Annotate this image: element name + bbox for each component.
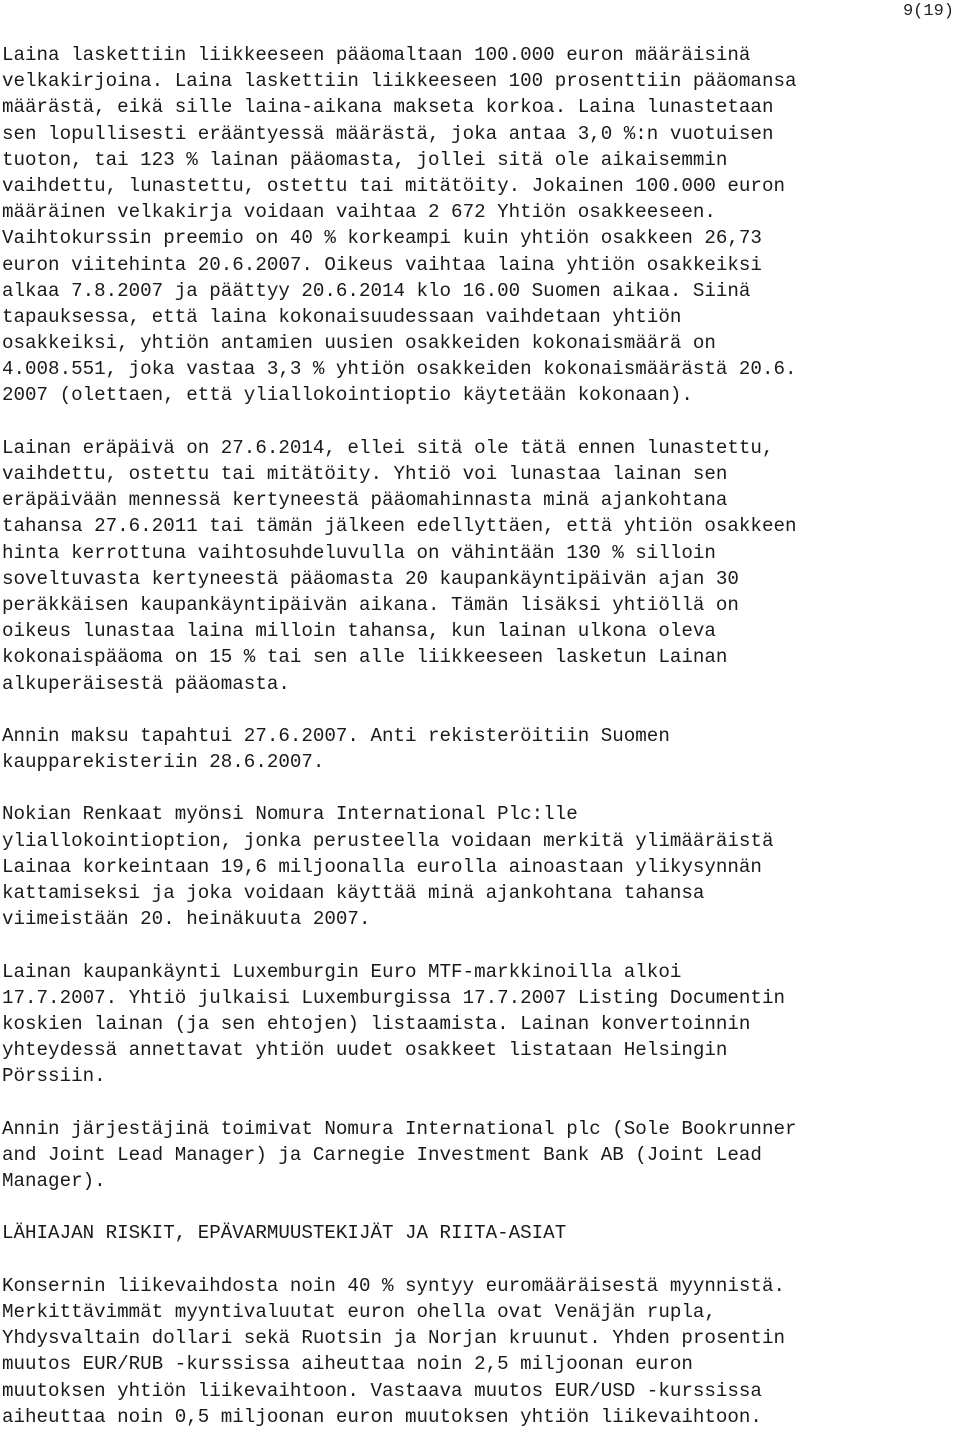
paragraph — [2, 723, 958, 775]
text-line: 17.7.2007. Yhtiö julkaisi Luxemburgissa 17.7.2007 Listing Documentin — [2, 986, 785, 1009]
text-line: LÄHIAJAN RISKIT, EPÄVARMUUSTEKIJÄT JA RIITA-ASIAT — [2, 1222, 567, 1245]
text-line: kattamiseksi ja joka voidaan käyttää minä ajankohtana tahansa — [2, 882, 705, 904]
text-line: Annin järjestäjinä toimivat Nomura International plc (Sole Bookrunner — [2, 1117, 797, 1140]
paragraph — [2, 801, 958, 932]
document-body — [2, 42, 958, 1430]
paragraph — [2, 1116, 958, 1195]
text-line: muutoksen yhtiön liikevaihtoon. Vastaava muutos EUR/USD -kurssissa — [2, 1379, 762, 1402]
text-line: eräpäivään mennessä kertyneestä pääomahinnasta minä ajankohtana — [2, 489, 728, 512]
text-line: Manager). — [2, 1170, 106, 1193]
text-line: alkaa 7.8.2007 ja päättyy 20.6.2014 klo 16.00 Suomen aikaa. Siinä — [2, 279, 751, 302]
text-line: alkuperäisestä pääomasta. — [2, 672, 290, 695]
text-line: and Joint Lead Manager) ja Carnegie Investment Bank AB (Joint Lead — [2, 1143, 762, 1166]
text-line: koskien lainan (ja sen ehtojen) listaamista. Lainan konvertoinnin — [2, 1012, 751, 1035]
text-line: Pörssiin. — [2, 1065, 106, 1088]
text-line: Merkittävimmät myyntivaluutat euron ohella ovat Venäjän rupla, — [2, 1301, 716, 1323]
text-line: tahansa 27.6.2011 tai tämän jälkeen edellyttäen, että yhtiön osakkeen — [2, 515, 797, 538]
text-line: kokonaispääoma on 15 % tai sen alle liikkeeseen lasketun Lainan — [2, 646, 728, 669]
text-line: 2007 (olettaen, että yliallokointioptio käytetään kokonaan). — [2, 384, 693, 407]
text-line: Laina laskettiin liikkeeseen pääomaltaan 100.000 euron määräisinä — [2, 44, 751, 66]
paragraph-spacer — [2, 409, 958, 435]
paragraph — [2, 42, 958, 409]
text-line: euron viitehinta 20.6.2007. Oikeus vaihtaa laina yhtiön osakkeiksi — [2, 253, 762, 276]
text-line: tapauksessa, että laina kokonaisuudessaan vaihdetaan yhtiön — [2, 305, 682, 328]
text-line: hinta kerrottuna vaihtosuhdeluvulla on vähintään 130 % silloin — [2, 541, 716, 564]
text-line: Nokian Renkaat myönsi Nomura International Plc:lle — [2, 803, 578, 826]
text-line: sen lopullisesti erääntyessä määrästä, joka antaa 3,0 %:n vuotuisen — [2, 122, 774, 145]
text-line: Vaihtokurssin preemio on 40 % korkeampi kuin yhtiön osakkeen 26,73 — [2, 227, 762, 250]
text-line: vaihdettu, lunastettu, ostettu tai mitätöity. Jokainen 100.000 euron — [2, 174, 785, 197]
text-line: velkakirjoina. Laina laskettiin liikkeeseen 100 prosenttiin pääomansa — [2, 70, 797, 93]
paragraph-spacer — [2, 1194, 958, 1220]
text-line: soveltuvasta kertyneestä pääomasta 20 kaupankäyntipäivän ajan 30 — [2, 567, 739, 590]
paragraph-spacer — [2, 1247, 958, 1273]
text-line: oikeus lunastaa laina milloin tahansa, kun lainan ulkona oleva — [2, 620, 716, 643]
paragraph — [2, 959, 958, 1090]
text-line: 4.008.551, joka vastaa 3,3 % yhtiön osakkeiden kokonaismäärästä 20.6. — [2, 358, 797, 381]
text-line: osakkeiksi, yhtiön antamien uusien osakkeiden kokonaismäärä on — [2, 332, 716, 355]
text-line: Lainan eräpäivä on 27.6.2014, ellei sitä ole tätä ennen lunastettu, — [2, 436, 774, 459]
paragraph-spacer — [2, 1090, 958, 1116]
text-line: Annin maksu tapahtui 27.6.2007. Anti rekisteröitiin Suomen — [2, 724, 670, 747]
text-line: aiheuttaa noin 0,5 miljoonan euron muutoksen yhtiön liikevaihtoon. — [2, 1405, 762, 1428]
text-line: kaupparekisteriin 28.6.2007. — [2, 751, 325, 774]
section-heading — [2, 1220, 958, 1246]
page-number: 9(19) — [902, 2, 954, 21]
text-line: Yhdysvaltain dollari sekä Ruotsin ja Norjan kruunut. Yhden prosentin — [2, 1327, 785, 1350]
paragraph — [2, 435, 958, 697]
text-line: tuoton, tai 123 % lainan pääomasta, jollei sitä ole aikaisemmin — [2, 148, 728, 171]
paragraph-spacer — [2, 932, 958, 958]
text-line: Konsernin liikevaihdosta noin 40 % syntyy euromääräisestä myynnistä. — [2, 1274, 785, 1297]
text-line: Lainaa korkeintaan 19,6 miljoonalla eurolla ainoastaan ylikysynnän — [2, 855, 762, 878]
text-line: Lainan kaupankäynti Luxemburgin Euro MTF-markkinoilla alkoi — [2, 960, 682, 983]
text-line: muutos EUR/RUB -kurssissa aiheuttaa noin 2,5 miljoonan euron — [2, 1353, 693, 1376]
text-line: määräinen velkakirja voidaan vaihtaa 2 672 Yhtiön osakkeeseen. — [2, 201, 716, 224]
paragraph-spacer — [2, 775, 958, 801]
text-line: viimeistään 20. heinäkuuta 2007. — [2, 908, 371, 931]
text-line: yhteydessä annettavat yhtiön uudet osakkeet listataan Helsingin — [2, 1039, 728, 1062]
paragraph — [2, 1273, 958, 1430]
text-line: peräkkäisen kaupankäyntipäivän aikana. Tämän lisäksi yhtiöllä on — [2, 593, 739, 616]
text-line: määrästä, eikä sille laina-aikana makseta korkoa. Laina lunastetaan — [2, 96, 774, 119]
paragraph-spacer — [2, 697, 958, 723]
text-line: vaihdettu, ostettu tai mitätöity. Yhtiö voi lunastaa lainan sen — [2, 463, 728, 485]
text-line: yliallokointioption, jonka perusteella voidaan merkitä ylimääräistä — [2, 829, 774, 852]
